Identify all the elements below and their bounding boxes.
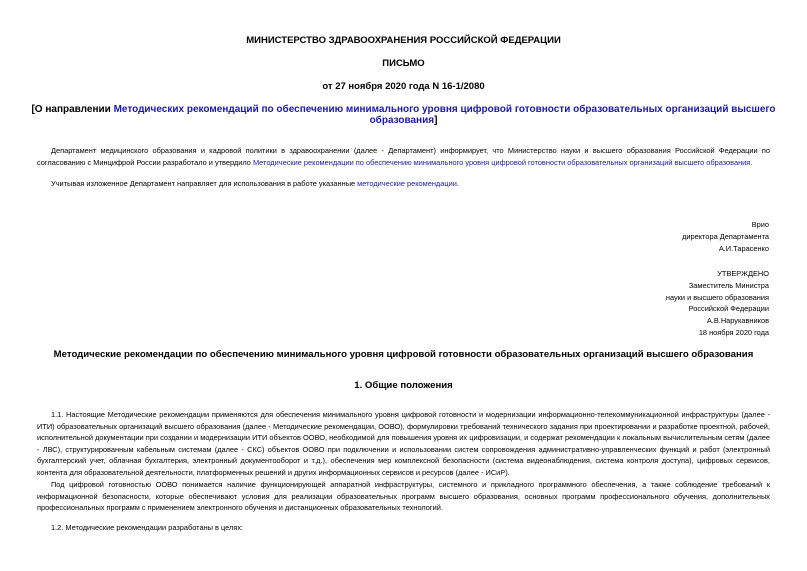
document-type-heading: ПИСЬМО xyxy=(382,58,425,69)
approval-line-6: 18 ноября 2020 года xyxy=(698,327,769,337)
subject-suffix: ] xyxy=(434,115,438,126)
paragraph-1-1-text: 1.1. Настоящие Методические рекомендации применяются для обеспечения минимального уровня цифровой готовности и модернизации информационно-телекоммуникационной инфраструктуры (далее - ИТИ) образовательных организаций высшего образования (далее - Методические рекомендации, ООВО), формулировки требований технического задания при проектировании и разработке проектной, рабочей, исполнительной документации при создании и модернизации ИТИ объектов ООВО, необходимой для повышения уровня их цифровизации, и содержат рекомендации к локальным вычислительным сетям (далее - ЛВС), структурированным кабельным системам (далее - СКС) объектов ООВО при подключении и использовании систем сопровождения административно-управленческих функций и работ (электронный бухгалтерский учет, облачная бухгалтерия, электронный документооборот и т.д.), обеспечения мер комплексной безопасности (система видеонаблюдения, система контроля доступа), цифровых сервисов, контента для образовательной деятельности, платформенных решений и других информационных сервисов и ресурсов (далее - ИСиР). xyxy=(37,410,770,477)
subject-line xyxy=(0,104,807,126)
approval-line-4: Российской Федерации xyxy=(688,304,769,314)
approval-line-2: Заместитель Министра xyxy=(688,280,769,290)
intro-text-2: Учитывая изложенное Департамент направляет для использования в работе указанные xyxy=(51,179,358,188)
section-1-title: 1. Общие положения xyxy=(354,380,453,391)
signature-line-1: Врио xyxy=(751,220,769,229)
paragraph-1-1 xyxy=(37,409,770,479)
recommendations-title: Методические рекомендации по обеспечению минимального уровня цифровой готовности образовательных организаций высшего образования xyxy=(53,349,754,360)
signature-block xyxy=(682,219,769,254)
approval-line-3: науки и высшего образования xyxy=(665,292,769,302)
paragraph-1-2-text: 1.2. Методические рекомендации разработаны в целях: xyxy=(51,523,244,532)
intro-paragraph-2 xyxy=(37,178,770,190)
date-number-heading: от 27 ноября 2020 года N 16-1/2080 xyxy=(322,81,485,92)
methodical-link[interactable]: методические рекомендации xyxy=(357,179,457,188)
ministry-heading: МИНИСТЕРСТВО ЗДРАВООХРАНЕНИЯ РОССИЙСКОЙ ФЕДЕРАЦИИ xyxy=(246,35,561,46)
subject-prefix: [О направлении xyxy=(31,104,114,115)
approval-block xyxy=(666,268,769,339)
paragraph-1-2 xyxy=(37,522,770,534)
intro-end-2: . xyxy=(456,179,459,188)
recommendations-link[interactable]: Методические рекомендации по обеспечению минимального уровня цифровой готовности образовательных организаций высшего образования xyxy=(252,157,751,167)
subject-link[interactable]: Методических рекомендаций по обеспечению минимального уровня цифровой готовности образовательных организаций высшего образования xyxy=(113,104,776,126)
paragraph-digital-readiness-text: Под цифровой готовностью ООВО понимается наличие функционирующей аппаратной инфраструктуры, системного и прикладного программного обеспечения, а также соблюдение требований к информационной безопасности, которые обеспечивают условия для реализации образовательных программ высшего образования, основных программ профессионального обучения, дополнительных профессиональных программ с применением электронного обучения и дистанционных образовательных технологий. xyxy=(37,480,770,513)
approval-line-5: А.В.Нарукавников xyxy=(706,316,769,326)
intro-paragraph-1 xyxy=(37,145,770,168)
intro-end-1: . xyxy=(750,157,753,167)
signature-line-2: директора Департамента xyxy=(682,231,769,241)
approval-line-1: УТВЕРЖДЕНО xyxy=(717,269,769,278)
paragraph-digital-readiness xyxy=(37,479,770,514)
intro-text-1: Департамент медицинского образования и кадровой политики в здравоохранении (далее - Департамент) информирует, что Министерство науки и высшего образования Российской Федерации по согласованию с Минцифрой России разработало и утвердило xyxy=(37,146,770,167)
signature-line-3: А.И.Тарасенко xyxy=(718,243,769,253)
